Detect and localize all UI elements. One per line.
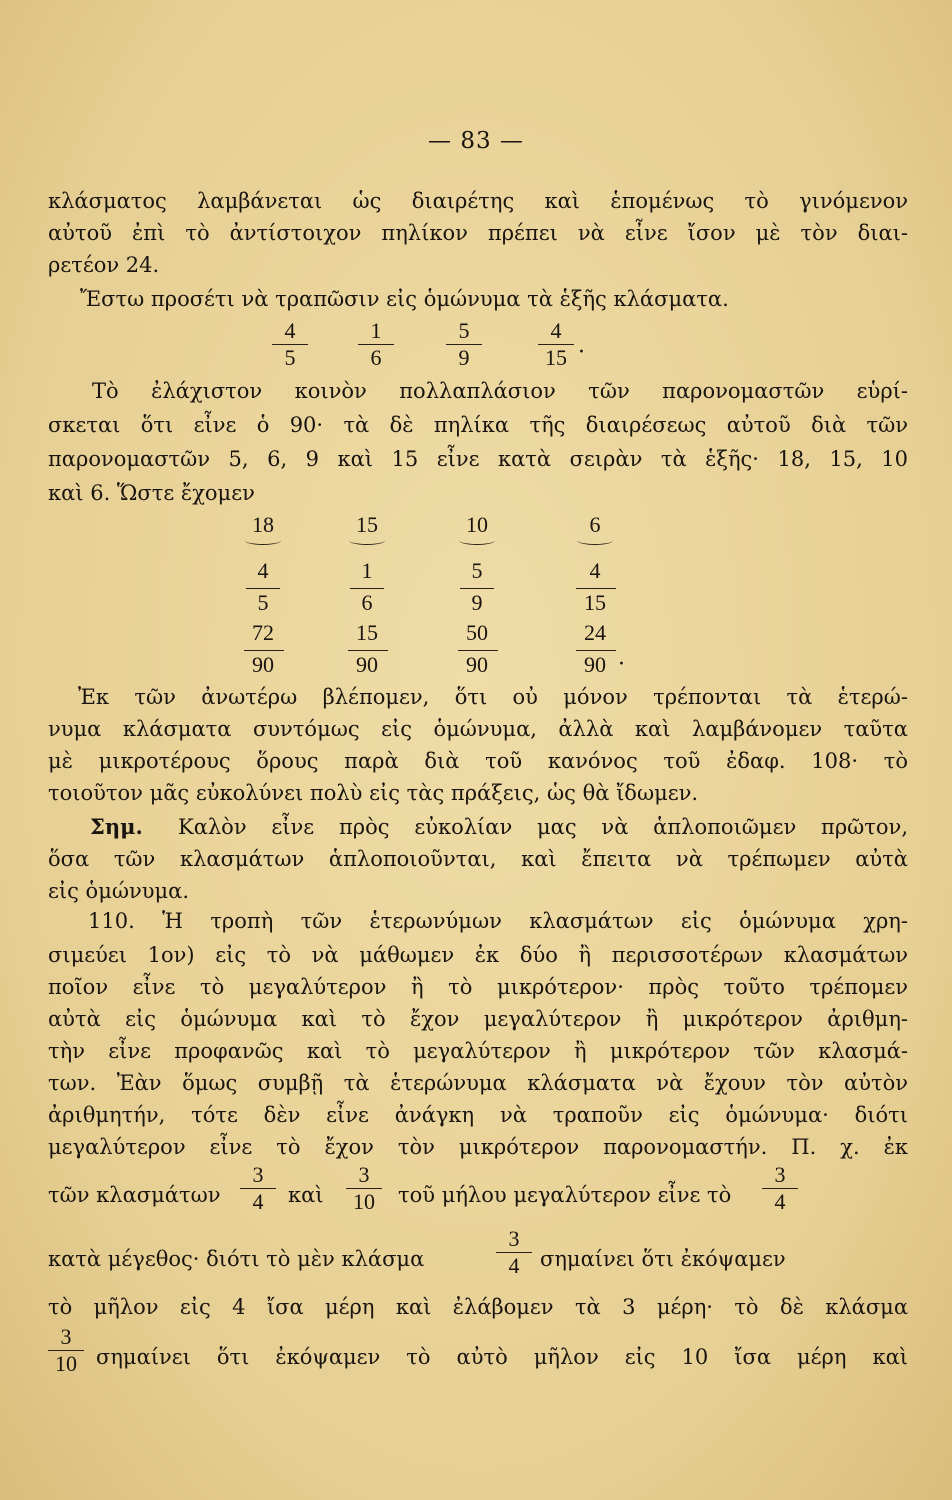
fraction: $\frac{4}{5}$ — [272, 318, 308, 371]
quotient: 18 — [252, 512, 274, 537]
text-line: αὐτοῦ ἐπὶ τὸ ἀντίστοιχον πηλίκον πρέπει νὰ εἶνε ἴσον μὲ τὸν διαι- — [48, 221, 908, 245]
text-line: τῶν κλασμάτων — [48, 1183, 221, 1207]
fraction: $\frac{4}{15}$ — [538, 318, 574, 371]
numerator: 5 — [471, 558, 483, 583]
fraction: $\frac{3}{10}$ — [346, 1162, 382, 1215]
text-line: σιμεύει 1ον) εἰς τὸ νὰ μάθωμεν ἐκ δύο ἢ περισσοτέρων κλασμάτων — [48, 943, 908, 967]
numerator: 1 — [361, 558, 373, 583]
text-line: Τὸ ἐλάχιστον κοινὸν πολλαπλάσιον τῶν παρονομαστῶν εὑρί- — [92, 379, 908, 403]
fraction: $\frac{3}{4}$ — [496, 1226, 532, 1279]
text-line: καὶ — [288, 1183, 324, 1207]
text-line: παρονομαστῶν 5, 6, 9 καὶ 15 εἶνε κατὰ σειρὰν τὰ ἑξῆς· 18, 15, 10 — [48, 447, 908, 471]
denominator: 5 — [257, 590, 269, 615]
text-line: τοιοῦτον μᾶς εὐκολύνει πολὺ εἰς τὰς πράξεις, ὡς θὰ ἴδωμεν. — [48, 781, 699, 805]
new-denominator: 90 — [584, 652, 606, 677]
fraction: $\frac{1}{6}$ — [358, 318, 394, 371]
text-line: σημαίνει ὅτι ἐκόψαμεν τὸ αὐτὸ μῆλον εἰς 10 ἴσα μέρη καὶ — [96, 1345, 908, 1369]
new-numerator: 50 — [466, 620, 488, 645]
new-numerator: 72 — [252, 620, 274, 645]
text-line: τοῦ μήλου μεγαλύτερον εἶνε τὸ — [398, 1183, 732, 1207]
numerator: 4 — [257, 558, 269, 583]
new-denominator: 90 — [466, 652, 488, 677]
denominator: 15 — [584, 590, 606, 615]
text-line: Ἔστω προσέτι νὰ τραπῶσιν εἰς ὁμώνυμα τὰ ἑξῆς κλάσματα. — [80, 287, 729, 311]
text-line: κατὰ μέγεθος· διότι τὸ μὲν κλάσμα — [48, 1247, 425, 1271]
text-line: μὲ μικροτέρους ὅρους παρὰ διὰ τοῦ κανόνος τοῦ ἐδαφ. 108· τὸ — [48, 749, 908, 773]
new-denominator: 90 — [356, 652, 378, 677]
text-line: αὐτὰ εἰς ὁμώνυμα καὶ τὸ ἔχον μεγαλύτερον ἢ μικρότερον ἀριθμη- — [48, 1007, 908, 1031]
note-label: Σημ. — [90, 814, 143, 839]
text-line: Καλὸν εἶνε πρὸς εὐκολίαν μας νὰ ἁπλοποιῶμεν πρῶτον, — [178, 815, 908, 839]
denominator: 6 — [361, 590, 373, 615]
text-line: ὅσα τῶν κλασμάτων ἁπλοποιοῦνται, καὶ ἔπειτα νὰ τρέπωμεν αὐτὰ — [48, 847, 908, 871]
text-line: ποῖον εἶνε τὸ μεγαλύτερον ἢ τὸ μικρότερον· πρὸς τοῦτο τρέπομεν — [48, 975, 908, 999]
fraction: $\frac{3}{4}$ — [762, 1162, 798, 1215]
text-line: μεγαλύτερον εἶνε τὸ ἔχον τὸν μικρότερον παρονομαστήν. Π. χ. ἐκ — [48, 1135, 908, 1159]
text-line: τὸ μῆλον εἰς 4 ἴσα μέρη καὶ ἐλάβομεν τὰ 3 μέρη· τὸ δὲ κλάσμα — [48, 1295, 908, 1319]
text-line: καὶ 6. Ὥστε ἔχομεν — [48, 481, 255, 505]
text-line: εἰς ὁμώνυμα. — [48, 879, 190, 903]
text-line: σκεται ὅτι εἶνε ὁ 90· τὰ δὲ πηλίκα τῆς διαιρέσεως αὐτοῦ διὰ τῶν — [48, 413, 908, 437]
fraction: $\frac{3}{4}$ — [240, 1162, 276, 1215]
quotient: 10 — [466, 512, 488, 537]
numerator: 4 — [589, 558, 601, 583]
denominator: 9 — [471, 590, 483, 615]
new-numerator: 24 — [584, 620, 606, 645]
quotient: 15 — [356, 512, 378, 537]
text-line: 110. Ἡ τροπὴ τῶν ἑτερωνύμων κλασμάτων εἰς ὁμώνυμα χρη- — [88, 909, 908, 933]
new-numerator: 15 — [356, 620, 378, 645]
new-denominator: 90 — [252, 652, 274, 677]
text-line: των. Ἐὰν ὅμως συμβῇ τὰ ἑτερώνυμα κλάσματα νὰ ἔχουν τὸν αὐτὸν — [48, 1071, 908, 1095]
text-line: κλάσματος λαμβάνεται ὡς διαιρέτης καὶ ἑπομένως τὸ γινόμενον — [48, 189, 908, 213]
page-number: — 83 — — [428, 128, 524, 154]
fraction: $\frac{5}{9}$ — [446, 318, 482, 371]
text-line: νυμα κλάσματα συντόμως εἰς ὁμώνυμα, ἀλλὰ καὶ λαμβάνομεν ταῦτα — [48, 717, 908, 741]
text-line: ἀριθμητήν, τότε δὲν εἶνε ἀνάγκη νὰ τραποῦν εἰς ὁμώνυμα· διότι — [48, 1103, 908, 1127]
page: — 83 — κλάσματος λαμβάνεται ὡς διαιρέτης καὶ ἑπομένως τὸ γινόμενον αὐτοῦ ἐπὶ τὸ ἀντίστοιχον πηλίκον πρέπει νὰ εἶνε ἴσον μὲ τὸν διαι- ρετέον 24. Ἔστω προσέτι νὰ τραπῶσιν εἰς ὁμώνυμα τὰ ἑξῆς κλάσματα. $\frac{4}{5}$ $\frac{1}{6}$ $\frac{5}{9}$ $\frac{4}{15}$ · Τὸ ἐλάχιστον κοινὸν πολλαπλάσιον τῶν παρονομαστῶν εὑρί- σκεται ὅτι εἶνε ὁ 90· τὰ δὲ πηλίκα τῆς διαιρέσεως αὐτοῦ διὰ τῶν παρονομαστῶν 5, 6, 9 καὶ 15 εἶνε κατὰ σειρὰν τὰ ἑξῆς· 18, 15, 10 καὶ 6. Ὥστε ἔχομεν 18 15 10 6 4 1 5 4 5 6 9 15 72 15 50 24 90 90 90 90 · Ἐκ τῶν ἀνωτέρω βλέπομεν, ὅτι οὐ μόνον τρέπονται τὰ ἑτερώ- νυμα κλάσματα συντόμως εἰς ὁμώνυμα, ἀλλὰ καὶ λαμβάνομεν ταῦτα μὲ μικροτέρους ὅρους παρὰ διὰ τοῦ κανόνος τοῦ ἐδαφ. 108· τὸ τοιοῦτον μᾶς εὐκολύνει πολὺ εἰς τὰς πράξεις, ὡς θὰ ἴδωμεν. Σημ. Καλὸν εἶνε πρὸς εὐκολίαν μας νὰ ἁπλοποιῶμεν πρῶτον, ὅσα τῶν κλασμάτων ἁπλοποιοῦνται, καὶ ἔπειτα νὰ τρέπωμεν αὐτὰ εἰς ὁμώνυμα. 110. Ἡ τροπὴ τῶν ἑτερωνύμων κλασμάτων εἰς ὁμώνυμα χρη- σιμεύει 1ον) εἰς τὸ νὰ μάθωμεν ἐκ δύο ἢ περισσοτέρων κλασμάτων ποῖον εἶνε τὸ μεγαλύτερον ἢ τὸ μικρότερον· πρὸς τοῦτο τρέπομεν αὐτὰ εἰς ὁμώνυμα καὶ τὸ ἔχον μεγαλύτερον ἢ μικρότερον ἀριθμη- τὴν εἶνε προφανῶς καὶ τὸ μεγαλύτερον ἢ μικρότερον τῶν κλασμά- των. Ἐὰν ὅμως συμβῇ τὰ ἑτερώνυμα κλάσματα νὰ ἔχουν τὸν αὐτὸν ἀριθμητήν, τότε δὲν εἶνε ἀνάγκη νὰ τραποῦν εἰς ὁμώνυμα· διότι μεγαλύτερον εἶνε τὸ ἔχον τὸν μικρότερον παρονομαστήν. Π. χ. ἐκ τῶν κλασμάτων $\frac{3}{4}$ καὶ $\frac{3}{10}$ τοῦ μήλου μεγαλύτερον εἶνε τὸ $\frac{3}{4}$ κατὰ μέγεθος· διότι τὸ μὲν κλάσμα $\frac{3}{4}$ σημαίνει ὅτι ἐκόψαμεν τὸ μῆλον εἰς 4 ἴσα μέρη καὶ ἐλάβομεν τὰ 3 μέρη· τὸ δὲ κλάσμα $\frac{3}{10}$ σημαίνει ὅτι ἐκόψαμεν τὸ αὐτὸ μῆλον εἰς 10 ἴσα μέρη καὶ — [0, 0, 952, 1500]
text-line: τὴν εἶνε προφανῶς καὶ τὸ μεγαλύτερον ἢ μικρότερον τῶν κλασμά- — [48, 1039, 908, 1063]
quotient: 6 — [589, 512, 601, 537]
fraction: $\frac{3}{10}$ — [48, 1324, 84, 1377]
text-line: σημαίνει ὅτι ἐκόψαμεν — [540, 1247, 786, 1271]
text-line: Ἐκ τῶν ἀνωτέρω βλέπομεν, ὅτι οὐ μόνον τρέπονται τὰ ἑτερώ- — [78, 685, 908, 709]
text-line: ρετέον 24. — [48, 253, 160, 277]
